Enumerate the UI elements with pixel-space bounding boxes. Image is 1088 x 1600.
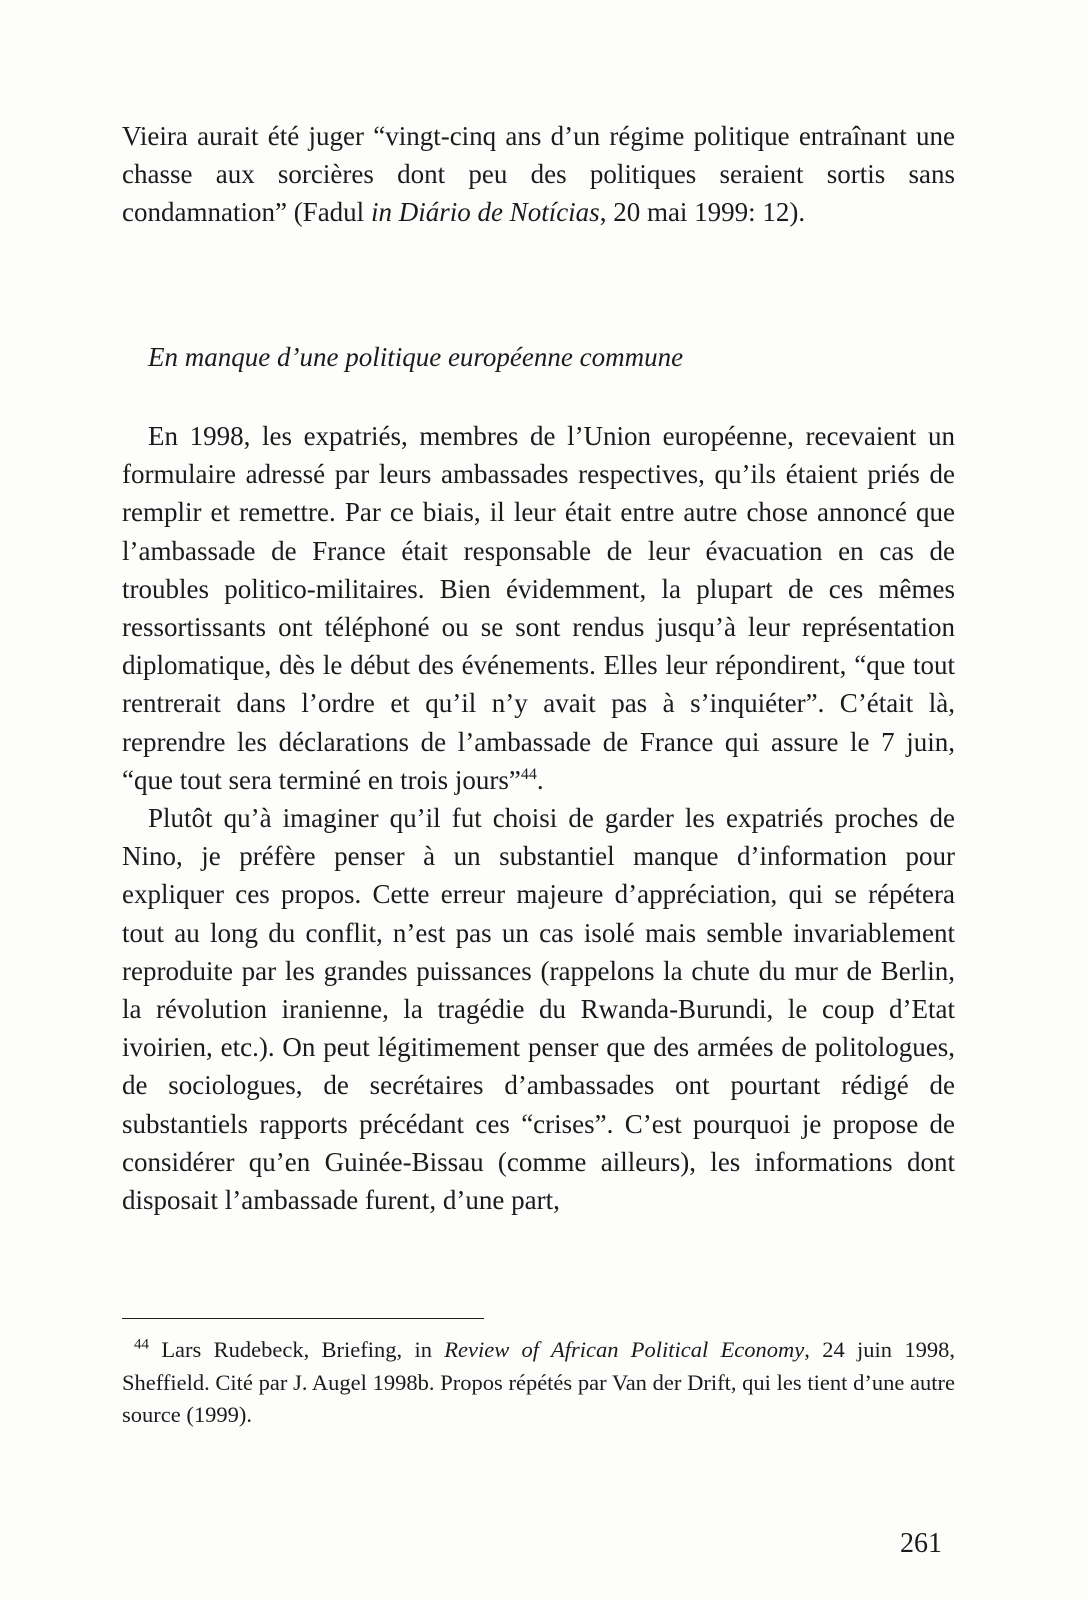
footnote [122,1334,955,1432]
text-segment: , 20 mai 1999: 12). [599,197,806,228]
paragraph-2: Plutôt qu’à imaginer qu’il fut choisi de garder les expatriés proches de Nino, je préfère penser à un substantiel manque d’information pour expliquer ces propos. Cette erreur majeure d’appréciation, qui se répétera tout au long du conflit, n’est pas un cas isolé mais semble invariablement reproduite par les grandes puissances (rappelons la chute du mur de Berlin, la révolution iranienne, la tragédie du Rwanda-Burundi, le coup d’Etat ivoirien, etc.). On peut légitimement penser que des armées de politologues, de sociologues, de secrétaires d’ambassades ont pourtant rédigé de substantiels rapports précédant ces “crises”. C’est pourquoi je propose de considérer qu’en Guinée-Bissau (comme ailleurs), les informations dont disposait l’ambassade furent, d’une part, [122,803,955,1216]
paragraph-1-text: En 1998, les expatriés, membres de l’Union européenne, recevaient un formulaire adressé par leurs ambassades respectives, qu’ils étaient priés de remplir et remettre. Par ce biais, il leur était entre autre chose annoncé que l’ambassade de France était responsable de leur évacuation en cas de troubles politico-militaires. Bien évidemment, la plupart de ces mêmes ressortissants ont téléphoné ou se sont rendus jusqu’à leur représentation diplomatique, dès le début des événements. Elles leur répondirent, “que tout rentrerait dans l’ordre et qu’il n’y avait pas à s’inquiéter”. C’était là, reprendre les déclarations de l’ambassade de France qui assure le 7 juin, “que tout sera terminé en trois jours” [122,421,955,795]
footnote-text: , 24 juin 1998, Sheffield. Cité par J. Augel 1998b. Propos répétés par Van der Drift, qui les tient d’une autre source (1999). [122,1337,955,1427]
footnote-number: 44 [134,1336,149,1353]
footnote-text: Lars Rudebeck, Briefing, in [149,1337,445,1362]
page-number: 261 [900,1528,942,1559]
paragraph-1 [122,417,955,799]
footnote-reference[interactable]: 44 [520,765,537,783]
italic-source-title: in Diário de Notícias [370,197,600,228]
section-heading: En manque d’une politique européenne commune [148,342,684,372]
text-segment: . [536,764,544,795]
paragraph-text [122,117,955,232]
text-segment: Vieira aurait été juger “vingt-cinq ans d’un régime politique entraînant une chasse aux sorcières dont peu des politiques seraient sortis sans condamnation” (Fadul [122,121,955,228]
footnote-separator [122,1318,484,1319]
continued-paragraph [122,117,955,232]
body-text [122,417,955,1219]
italic-journal-title: Review of African Political Economy [444,1337,805,1362]
